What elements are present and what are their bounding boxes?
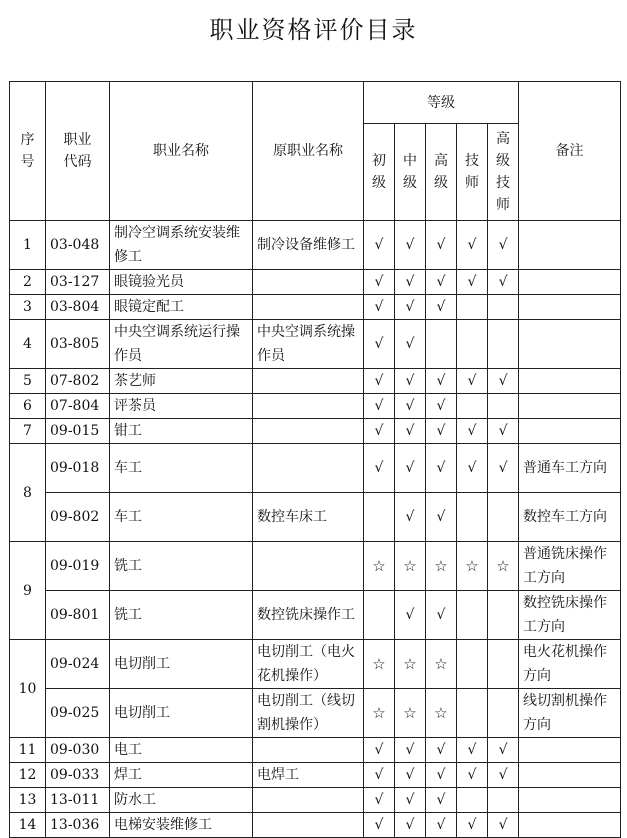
cell-old-name xyxy=(253,444,364,493)
cell-code: 09-024 xyxy=(46,640,110,689)
cell-level: √ xyxy=(488,444,519,493)
cell-level xyxy=(457,394,488,419)
header-level-junior: 初 级 xyxy=(364,124,395,221)
cell-name: 钳工 xyxy=(110,419,253,444)
cell-name: 电切削工 xyxy=(110,689,253,738)
cell-level: √ xyxy=(426,813,457,838)
cell-seq: 3 xyxy=(10,295,46,320)
cell-level: √ xyxy=(395,221,426,270)
cell-seq: 4 xyxy=(10,320,46,369)
cell-level: √ xyxy=(457,813,488,838)
header-old-name: 原职业名称 xyxy=(253,82,364,221)
cell-note xyxy=(519,394,621,419)
cell-code: 07-802 xyxy=(46,369,110,394)
cell-level: √ xyxy=(395,738,426,763)
cell-level: √ xyxy=(364,419,395,444)
header-level-technician: 技 师 xyxy=(457,124,488,221)
table-row xyxy=(10,763,621,788)
cell-level xyxy=(457,493,488,542)
cell-level: √ xyxy=(457,763,488,788)
cell-level: √ xyxy=(426,221,457,270)
cell-level: √ xyxy=(488,270,519,295)
cell-name: 电梯安装维修工 xyxy=(110,813,253,838)
cell-level: √ xyxy=(426,444,457,493)
cell-note xyxy=(519,320,621,369)
cell-level: √ xyxy=(364,763,395,788)
cell-old-name: 数控铣床操作工 xyxy=(253,591,364,640)
cell-level: √ xyxy=(457,444,488,493)
cell-level: √ xyxy=(395,444,426,493)
cell-note xyxy=(519,369,621,394)
cell-note xyxy=(519,763,621,788)
cell-seq: 9 xyxy=(10,542,46,640)
cell-level xyxy=(364,493,395,542)
cell-level xyxy=(488,689,519,738)
cell-level xyxy=(488,493,519,542)
cell-level: √ xyxy=(488,369,519,394)
cell-note: 普通车工方向 xyxy=(519,444,621,493)
cell-level: √ xyxy=(364,394,395,419)
cell-level: ☆ xyxy=(426,542,457,591)
cell-level: √ xyxy=(395,419,426,444)
cell-level: √ xyxy=(364,221,395,270)
header-level-senior-technician: 高 级 技 师 xyxy=(488,124,519,221)
cell-code: 03-127 xyxy=(46,270,110,295)
cell-level xyxy=(364,591,395,640)
cell-old-name: 电焊工 xyxy=(253,763,364,788)
table-row xyxy=(10,788,621,813)
cell-level: ☆ xyxy=(426,640,457,689)
table-row xyxy=(10,689,621,738)
cell-seq: 1 xyxy=(10,221,46,270)
table-row xyxy=(10,444,621,493)
cell-level: ☆ xyxy=(364,542,395,591)
cell-level: √ xyxy=(364,369,395,394)
cell-name: 眼镜验光员 xyxy=(110,270,253,295)
cell-level xyxy=(488,591,519,640)
cell-level: √ xyxy=(364,270,395,295)
cell-level: √ xyxy=(426,394,457,419)
cell-level xyxy=(488,640,519,689)
table-row xyxy=(10,369,621,394)
cell-old-name xyxy=(253,788,364,813)
cell-level: √ xyxy=(426,295,457,320)
cell-level: √ xyxy=(488,813,519,838)
cell-old-name xyxy=(253,738,364,763)
cell-level: √ xyxy=(395,813,426,838)
cell-seq: 13 xyxy=(10,788,46,813)
cell-old-name: 制冷设备维修工 xyxy=(253,221,364,270)
cell-name: 铣工 xyxy=(110,542,253,591)
cell-code: 03-805 xyxy=(46,320,110,369)
cell-level: √ xyxy=(364,813,395,838)
cell-name: 电切削工 xyxy=(110,640,253,689)
cell-level xyxy=(488,394,519,419)
cell-level: √ xyxy=(395,295,426,320)
cell-code: 07-804 xyxy=(46,394,110,419)
cell-level: √ xyxy=(426,369,457,394)
cell-level: √ xyxy=(457,738,488,763)
cell-seq: 5 xyxy=(10,369,46,394)
cell-level: √ xyxy=(457,369,488,394)
header-level-intermediate: 中 级 xyxy=(395,124,426,221)
cell-level: √ xyxy=(426,763,457,788)
cell-name: 眼镜定配工 xyxy=(110,295,253,320)
cell-level: √ xyxy=(426,591,457,640)
cell-note xyxy=(519,221,621,270)
cell-level: √ xyxy=(395,369,426,394)
cell-code: 09-018 xyxy=(46,444,110,493)
table-row xyxy=(10,640,621,689)
cell-level: √ xyxy=(488,221,519,270)
cell-level: √ xyxy=(426,493,457,542)
cell-level xyxy=(457,320,488,369)
cell-code: 09-019 xyxy=(46,542,110,591)
cell-level: ☆ xyxy=(426,689,457,738)
cell-note: 数控车工方向 xyxy=(519,493,621,542)
cell-code: 09-801 xyxy=(46,591,110,640)
header-levels-group: 等级 xyxy=(364,82,519,124)
table-row xyxy=(10,394,621,419)
cell-note: 普通铣床操作工方向 xyxy=(519,542,621,591)
cell-level xyxy=(488,320,519,369)
cell-level: √ xyxy=(395,394,426,419)
cell-level: ☆ xyxy=(395,689,426,738)
cell-level: √ xyxy=(457,221,488,270)
cell-name: 防水工 xyxy=(110,788,253,813)
cell-level: √ xyxy=(426,419,457,444)
cell-seq: 8 xyxy=(10,444,46,542)
cell-level xyxy=(457,640,488,689)
cell-code: 03-804 xyxy=(46,295,110,320)
table-body xyxy=(10,221,621,838)
cell-level: √ xyxy=(488,738,519,763)
cell-old-name: 电切削工（电火花机操作） xyxy=(253,640,364,689)
cell-name: 焊工 xyxy=(110,763,253,788)
header-note: 备注 xyxy=(519,82,621,221)
cell-level: √ xyxy=(364,295,395,320)
cell-note: 数控铣床操作工方向 xyxy=(519,591,621,640)
cell-old-name xyxy=(253,295,364,320)
cell-name: 制冷空调系统安装维修工 xyxy=(110,221,253,270)
cell-level: ☆ xyxy=(364,640,395,689)
cell-note xyxy=(519,295,621,320)
cell-level: ☆ xyxy=(395,542,426,591)
table-row xyxy=(10,295,621,320)
cell-seq: 7 xyxy=(10,419,46,444)
cell-level xyxy=(457,591,488,640)
cell-level: √ xyxy=(364,738,395,763)
table-row xyxy=(10,493,621,542)
table-row xyxy=(10,738,621,763)
cell-note: 电火花机操作方向 xyxy=(519,640,621,689)
header-seq: 序 号 xyxy=(10,82,46,221)
cell-old-name: 数控车床工 xyxy=(253,493,364,542)
cell-old-name xyxy=(253,394,364,419)
cell-level xyxy=(457,788,488,813)
cell-note xyxy=(519,738,621,763)
cell-level: √ xyxy=(395,320,426,369)
table-header xyxy=(10,82,621,221)
cell-level: ☆ xyxy=(488,542,519,591)
header-level-senior: 高 级 xyxy=(426,124,457,221)
cell-code: 09-802 xyxy=(46,493,110,542)
cell-level xyxy=(457,295,488,320)
cell-note xyxy=(519,419,621,444)
table-row xyxy=(10,419,621,444)
cell-seq: 6 xyxy=(10,394,46,419)
cell-code: 09-015 xyxy=(46,419,110,444)
cell-level: √ xyxy=(426,738,457,763)
cell-name: 电工 xyxy=(110,738,253,763)
cell-seq: 11 xyxy=(10,738,46,763)
cell-level xyxy=(488,295,519,320)
cell-level: ☆ xyxy=(395,640,426,689)
cell-note xyxy=(519,788,621,813)
cell-old-name xyxy=(253,419,364,444)
cell-seq: 14 xyxy=(10,813,46,838)
cell-level: √ xyxy=(395,788,426,813)
cell-code: 09-033 xyxy=(46,763,110,788)
cell-level: √ xyxy=(395,591,426,640)
cell-old-name xyxy=(253,369,364,394)
cell-old-name xyxy=(253,542,364,591)
cell-level xyxy=(457,689,488,738)
cell-level: √ xyxy=(364,788,395,813)
cell-level: ☆ xyxy=(457,542,488,591)
cell-level: √ xyxy=(457,270,488,295)
table-row xyxy=(10,320,621,369)
cell-code: 09-025 xyxy=(46,689,110,738)
cell-name: 评茶员 xyxy=(110,394,253,419)
cell-level xyxy=(488,788,519,813)
table-row xyxy=(10,542,621,591)
qualification-table xyxy=(9,81,621,838)
cell-old-name: 电切削工（线切割机操作） xyxy=(253,689,364,738)
cell-seq: 2 xyxy=(10,270,46,295)
cell-level: √ xyxy=(426,270,457,295)
cell-code: 13-011 xyxy=(46,788,110,813)
cell-name: 车工 xyxy=(110,444,253,493)
cell-level: √ xyxy=(395,270,426,295)
cell-code: 09-030 xyxy=(46,738,110,763)
page-title: 职业资格评价目录 xyxy=(209,16,418,44)
cell-old-name: 中央空调系统操作员 xyxy=(253,320,364,369)
cell-level: √ xyxy=(488,763,519,788)
cell-level: √ xyxy=(426,788,457,813)
cell-name: 中央空调系统运行操作员 xyxy=(110,320,253,369)
table-row xyxy=(10,591,621,640)
cell-level: √ xyxy=(364,320,395,369)
cell-name: 铣工 xyxy=(110,591,253,640)
cell-name: 茶艺师 xyxy=(110,369,253,394)
cell-note xyxy=(519,270,621,295)
cell-level: √ xyxy=(457,419,488,444)
cell-code: 13-036 xyxy=(46,813,110,838)
table-row xyxy=(10,221,621,270)
cell-level: ☆ xyxy=(364,689,395,738)
header-code: 职业 代码 xyxy=(46,82,110,221)
cell-level xyxy=(426,320,457,369)
cell-level: √ xyxy=(364,444,395,493)
cell-seq: 12 xyxy=(10,763,46,788)
cell-code: 03-048 xyxy=(46,221,110,270)
table-row xyxy=(10,270,621,295)
cell-seq: 10 xyxy=(10,640,46,738)
header-name: 职业名称 xyxy=(110,82,253,221)
cell-old-name xyxy=(253,270,364,295)
cell-level: √ xyxy=(395,493,426,542)
cell-level: √ xyxy=(488,419,519,444)
cell-level: √ xyxy=(395,763,426,788)
cell-name: 车工 xyxy=(110,493,253,542)
cell-note: 线切割机操作方向 xyxy=(519,689,621,738)
